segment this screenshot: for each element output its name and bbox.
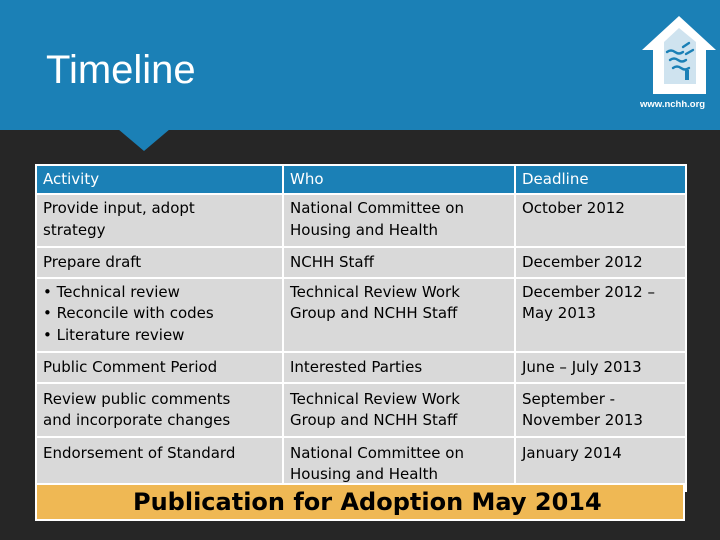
table-row: [36, 352, 686, 383]
page-title: Timeline: [46, 48, 196, 92]
header-activity: Activity: [36, 165, 283, 194]
deadline-cell: September - November 2013: [515, 383, 686, 437]
who-cell: NCHH Staff: [283, 247, 515, 278]
activity-cell: Endorsement of Standard: [36, 437, 283, 491]
header-who: Who: [283, 165, 515, 194]
header-deadline: Deadline: [515, 165, 686, 194]
deadline-cell: June – July 2013: [515, 352, 686, 383]
header-pointer: [118, 129, 170, 151]
table-row: [36, 278, 686, 352]
deadline-cell: December 2012 – May 2013: [515, 278, 686, 352]
who-cell: Technical Review Work Group and NCHH Staff: [283, 383, 515, 437]
banner-text: Publication for Adoption May 2014: [133, 488, 602, 516]
table-row: [36, 383, 686, 437]
who-cell: National Committee on Housing and Health: [283, 437, 515, 491]
activity-cell: Prepare draft: [36, 247, 283, 278]
publication-banner: [35, 483, 685, 521]
deadline-cell: December 2012: [515, 247, 686, 278]
activity-cell: Provide input, adopt strategy: [36, 194, 283, 247]
who-cell: Technical Review Work Group and NCHH Staff: [283, 278, 515, 352]
deadline-cell: October 2012: [515, 194, 686, 247]
table-row: [36, 194, 686, 247]
header-bar: [0, 0, 720, 130]
house-icon: [640, 14, 718, 98]
logo-url: www.nchh.org: [640, 99, 706, 110]
who-cell: National Committee on Housing and Health: [283, 194, 515, 247]
who-cell: Interested Parties: [283, 352, 515, 383]
deadline-cell: January 2014: [515, 437, 686, 491]
activity-cell: Review public comments and incorporate changes: [36, 383, 283, 437]
table-header-row: [36, 165, 686, 194]
activity-cell: • Technical review • Reconcile with codes • Literature review: [36, 278, 283, 352]
timeline-table: [35, 164, 687, 492]
table-row: [36, 247, 686, 278]
activity-cell: Public Comment Period: [36, 352, 283, 383]
